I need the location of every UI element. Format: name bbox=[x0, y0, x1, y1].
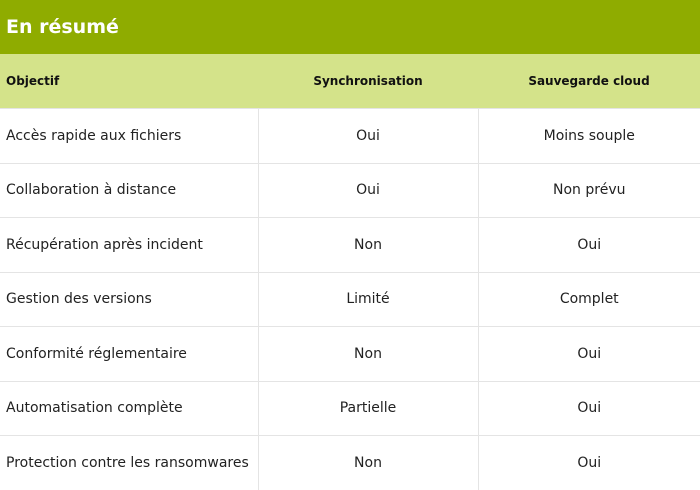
objective-cell: Récupération après incident bbox=[0, 218, 258, 273]
table-row bbox=[0, 109, 700, 164]
cloud-backup-cell: Moins souple bbox=[478, 109, 700, 164]
sync-cell: Oui bbox=[258, 163, 478, 218]
table-title: En résumé bbox=[0, 0, 700, 54]
sync-cell: Partielle bbox=[258, 381, 478, 436]
table-row bbox=[0, 218, 700, 273]
table-row bbox=[0, 272, 700, 327]
cloud-backup-cell: Oui bbox=[478, 218, 700, 273]
table-row bbox=[0, 327, 700, 382]
table-row bbox=[0, 436, 700, 490]
header-row bbox=[0, 54, 700, 109]
cloud-backup-cell: Non prévu bbox=[478, 163, 700, 218]
header-objectif: Objectif bbox=[0, 54, 258, 109]
objective-cell: Accès rapide aux fichiers bbox=[0, 109, 258, 164]
cloud-backup-cell: Complet bbox=[478, 272, 700, 327]
table-row bbox=[0, 381, 700, 436]
objective-cell: Protection contre les ransomwares bbox=[0, 436, 258, 490]
header-synchronisation: Synchronisation bbox=[258, 54, 478, 109]
table-row bbox=[0, 163, 700, 218]
objective-cell: Conformité réglementaire bbox=[0, 327, 258, 382]
summary-table bbox=[0, 54, 700, 490]
sync-cell: Non bbox=[258, 436, 478, 490]
header-sauvegarde-cloud: Sauvegarde cloud bbox=[478, 54, 700, 109]
cloud-backup-cell: Oui bbox=[478, 436, 700, 490]
sync-cell: Non bbox=[258, 327, 478, 382]
objective-cell: Automatisation complète bbox=[0, 381, 258, 436]
cloud-backup-cell: Oui bbox=[478, 381, 700, 436]
sync-cell: Oui bbox=[258, 109, 478, 164]
sync-cell: Non bbox=[258, 218, 478, 273]
objective-cell: Collaboration à distance bbox=[0, 163, 258, 218]
objective-cell: Gestion des versions bbox=[0, 272, 258, 327]
cloud-backup-cell: Oui bbox=[478, 327, 700, 382]
sync-cell: Limité bbox=[258, 272, 478, 327]
